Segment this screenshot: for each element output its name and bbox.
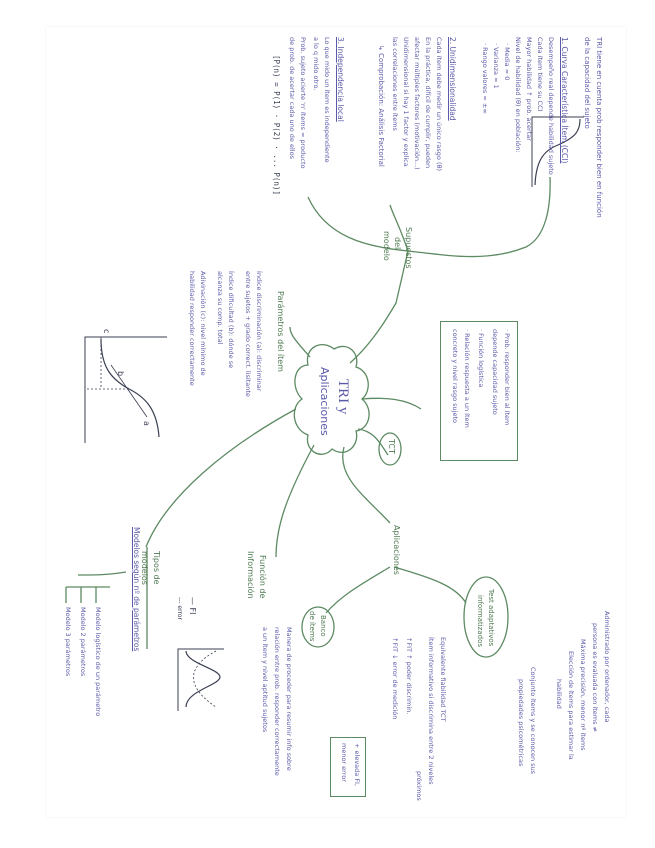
section-title: 1. Curva Característica Ítem (CCI) (560, 37, 569, 164)
banco-node-1: Banco (319, 615, 327, 637)
text-line: habilidad (555, 679, 563, 709)
tct-node: TCT (387, 439, 396, 454)
text-line: Elección de ítems para estimar la (567, 651, 575, 760)
center-title: TRI y (335, 379, 351, 415)
text-line: afectar múltiples factores (motivación...) (413, 37, 421, 170)
text-line: Desempeño real depende habilidad sujeto (547, 37, 555, 175)
tests-node-2: informatizados (476, 595, 484, 648)
text-line: Cada ítem tiene su CCI (536, 37, 544, 112)
text-line: Máxima precisión, menor nº ítems (579, 639, 587, 751)
graph-label-b: b (116, 371, 125, 377)
comprobacion: ↳ Comprobación: Análisis Factorial (377, 45, 385, 167)
text-line: · Varianza = 1 (492, 43, 500, 89)
text-line: Adivinación (c): nivel mínimo de (199, 271, 207, 376)
text-line: persona es evaluada con ítems ≠ (591, 623, 599, 733)
text-line: concreto y nivel rasgo sujeto (451, 329, 459, 423)
text-line: Cada ítem debe medir un único rasgo (θ) (435, 37, 443, 171)
parametros-node: Parámetros del ítem (276, 291, 285, 372)
section-title: 2. Unidimensionalidad (448, 37, 457, 121)
info-curve-graph (174, 645, 226, 715)
text-line: Mayor habilidad ↑ prob. acertar (525, 37, 533, 141)
text-line: entre sujetos + grado correct. lisitante (244, 271, 252, 397)
aplicaciones-node: Aplicaciones (392, 525, 401, 575)
text-line: · Rango valores = ±∞ (481, 43, 489, 114)
text-line: a lo q mido otro. (312, 37, 320, 91)
fi-box-line: menor error (340, 743, 348, 782)
banco-node-2: de ítems (308, 611, 316, 642)
text-line: Lo que mido un ítem es independiente (323, 37, 331, 163)
text-line: habilidad responder correctamente (188, 271, 196, 386)
modelos-title: Modelos según nº de parámetros (132, 527, 141, 652)
tipos-node-1: Tipos de (152, 551, 161, 585)
text-line: Conjunto ítems y se conocen sus (529, 667, 537, 775)
text-line: ↑FIT ↑ poder discrimin. (405, 637, 413, 715)
text-line: Ítem informativo si discrimina entre 2 niveles (427, 637, 435, 785)
text-line: ↑FIT ↓ error de medición (391, 637, 399, 720)
text-line: · Función logística (477, 329, 485, 388)
text-line: Administrado por ordenador, cada (603, 611, 611, 723)
text-line: Unidimensional si hay 1 factor y explica (402, 37, 410, 167)
banco-bubble (302, 607, 334, 647)
formula: [P(n) = P(1) · P(2) · ... P(n)] (272, 55, 281, 195)
graph-label-c: c (102, 329, 111, 334)
text-line: Índice dificultad (b): dónde se (227, 271, 235, 369)
text-line: Prob. sujeto acierte 'n' ítems = producto (299, 37, 307, 169)
text-line: las correlaciones entre ítems (391, 37, 399, 131)
error-label: --- error (176, 597, 183, 620)
tipos-node-2: modelos (140, 551, 149, 585)
intro-line: de la capacidad del sujeto (583, 37, 591, 129)
supuestos-node-3: modelo (382, 231, 391, 261)
fi-label: — FI (188, 597, 197, 615)
text-line: · Media = 0 (503, 43, 511, 81)
center-subtitle: Aplicaciones (318, 367, 331, 436)
cci-sketch (528, 111, 588, 191)
text-line: depende capacidad sujeto (491, 329, 499, 415)
text-line: Manera de proceder para resumir info sobre (285, 627, 293, 771)
text-line: propiedades psicométricas (517, 679, 525, 767)
funcion-node-1: Función de (258, 555, 267, 599)
tests-node-1: Test adaptativos (487, 589, 495, 647)
text-line: Nivel de habilidad (θ) en población: (514, 37, 522, 153)
text-line: alcanza su comp. total (216, 271, 224, 345)
text-line: En la práctica, difícil de cumplir, pueden (424, 37, 432, 169)
link-supuestos (350, 251, 408, 363)
text-line: próximos (415, 771, 423, 801)
link-funcion (276, 445, 314, 557)
modelo-item: Modelo 3 parámetros (64, 607, 72, 677)
text-line: · Prob. responder bien al ítem (503, 329, 511, 426)
intro-line: TRI tiene en cuenta prob responder bien en función (595, 37, 603, 218)
modelo-item: Modelo logístico de un parámetro (94, 607, 102, 717)
notes-sheet (46, 27, 626, 817)
supuestos-node-2: del (393, 237, 402, 250)
link-parametros (290, 327, 310, 357)
text-line: · Relación respuesta a un ítem (463, 329, 471, 428)
text-line: Equivalente fiabilidad TCT (439, 637, 447, 722)
fi-box-line: + elevada FI, (353, 743, 361, 787)
link-aplicaciones (343, 447, 390, 523)
parametros-graph (81, 327, 171, 447)
graph-label-a: a (142, 421, 151, 426)
section-title: 3. Independencia local (336, 37, 345, 122)
mind-map (46, 27, 626, 817)
text-line: de prob. de acertar cada uno de ellos (288, 37, 296, 159)
text-line: a un ítem y nivel aptitud sujetos (261, 627, 269, 733)
funcion-node-2: Información (246, 551, 255, 599)
supuestos-node-1: Supuestos (404, 227, 413, 269)
tests-bubble (464, 577, 508, 657)
center-cloud-shape (294, 345, 369, 455)
text-line: Índice discriminación (a): discriminar (255, 271, 263, 392)
link-tct (358, 429, 388, 455)
text-line: relación entre prob. responder correctamente (273, 627, 281, 776)
modelo-item: Modelo 2 parámetros (79, 607, 87, 677)
